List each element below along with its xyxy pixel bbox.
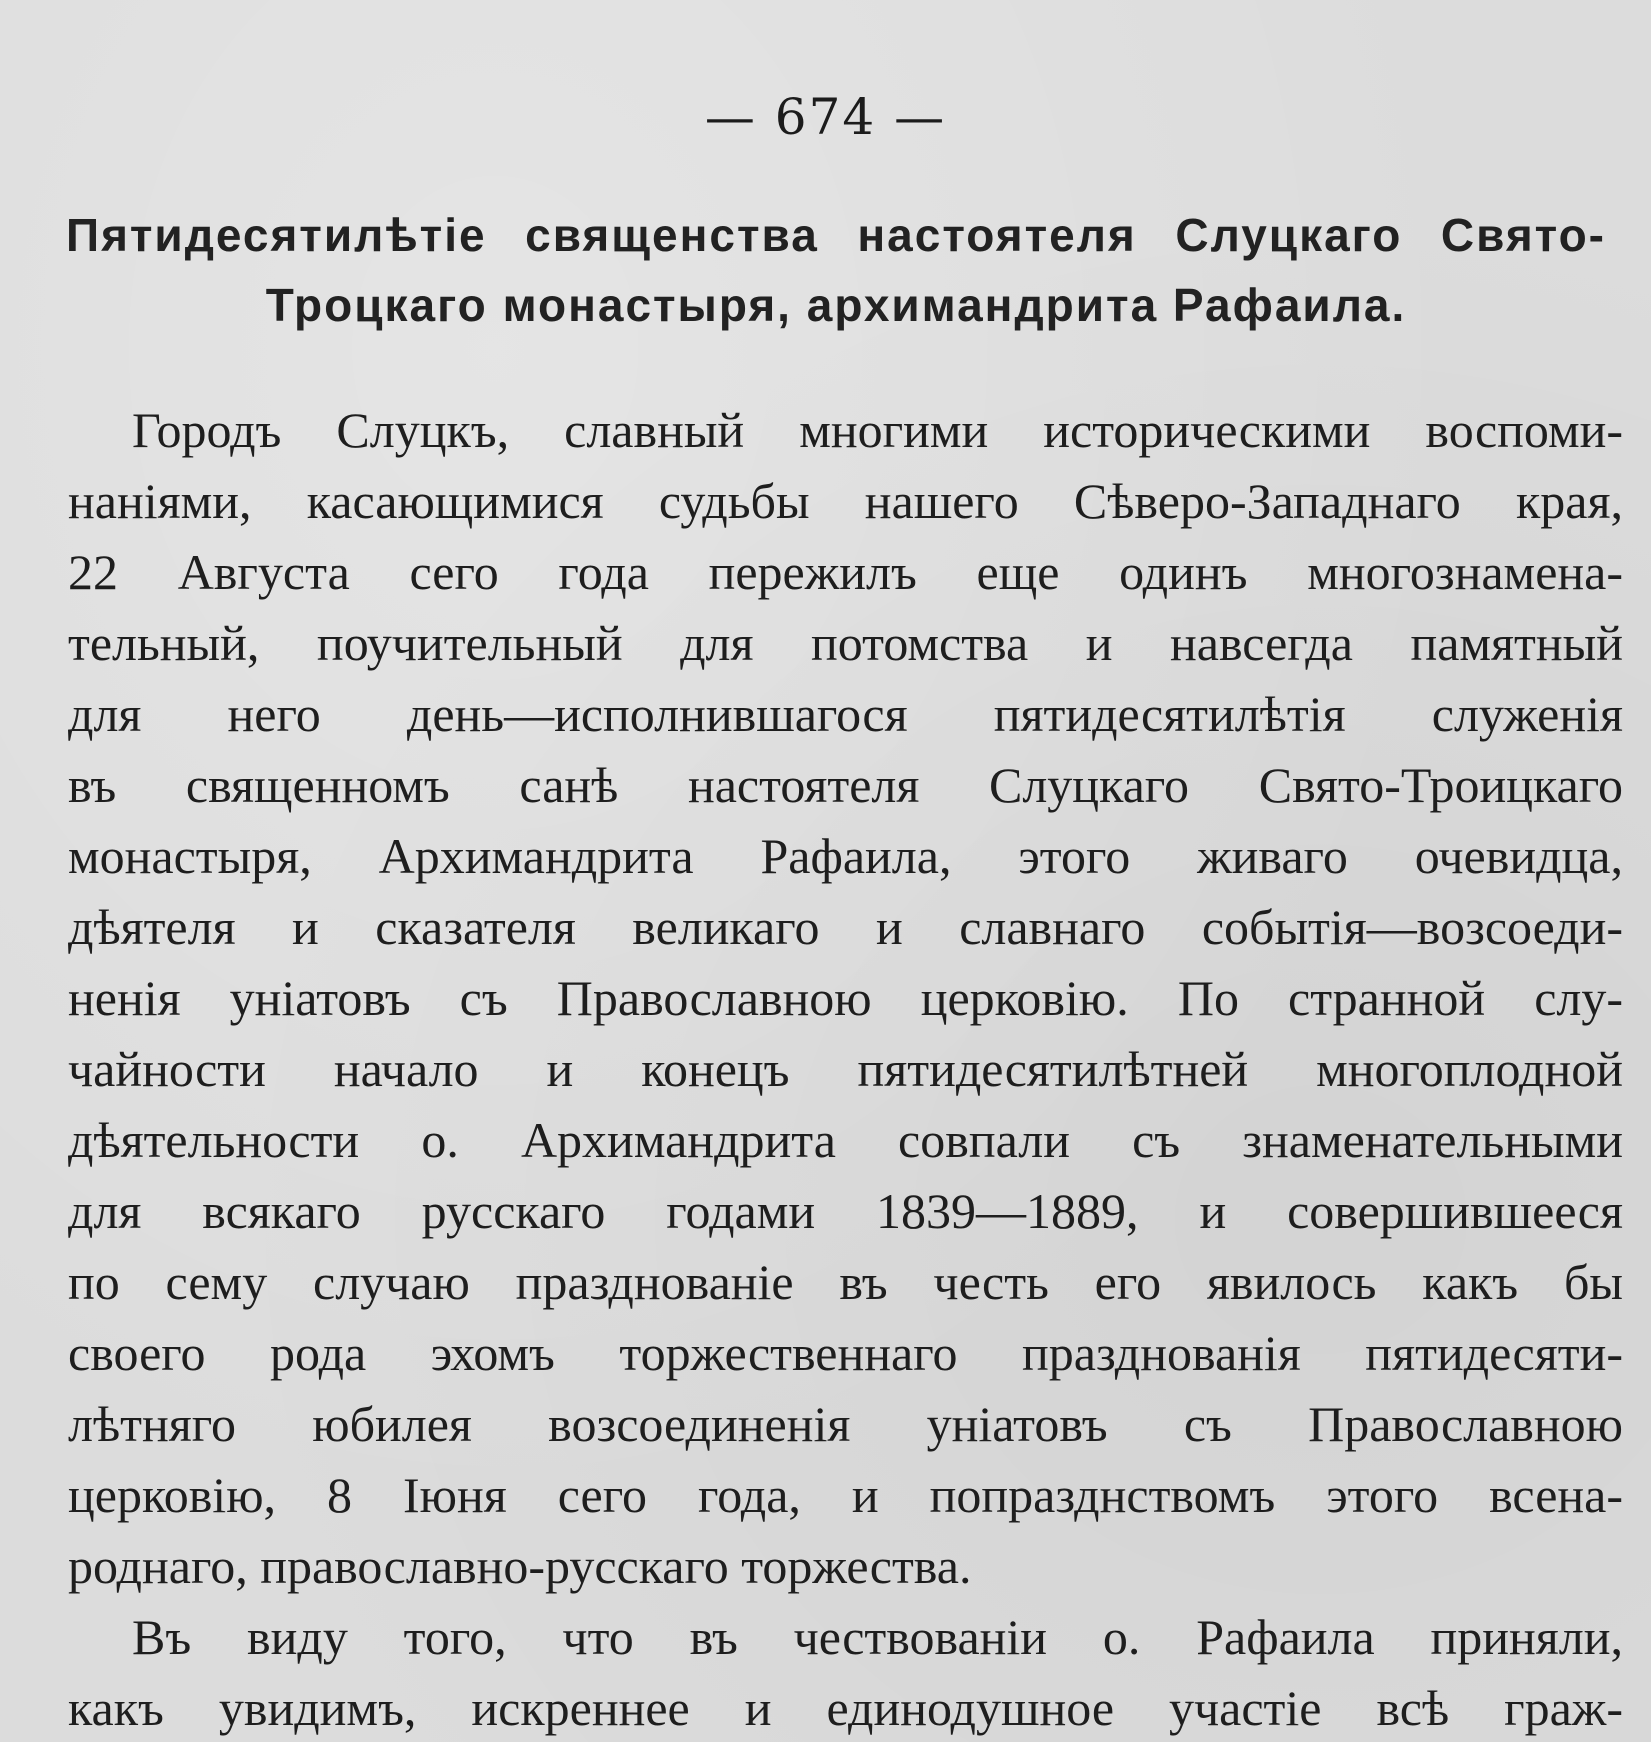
text-line: чайности начало и конецъ пятидесятилѣтней многоплодной	[68, 1041, 1623, 1097]
text-line: для всякаго русскаго годами 1839—1889, и совершившееся	[68, 1183, 1623, 1239]
text-line: для него день—исполнившагося пятидесятилѣтія служенія	[68, 686, 1623, 742]
text-line: дѣятеля и сказателя великаго и славнаго событія—возсоеди-	[68, 899, 1623, 955]
page-number: — 674 —	[704, 88, 947, 146]
text-line: тельный, поучительный для потомства и навсегда памятный	[68, 615, 1623, 671]
article-heading	[66, 200, 1606, 340]
text-line: роднаго, православно-русскаго торжества.	[68, 1538, 972, 1594]
heading-line: Троцкаго монастыря, архимандрита Рафаила.	[265, 279, 1407, 331]
text-line: въ священномъ санѣ настоятеля Слуцкаго Свято-Троицкаго	[68, 757, 1623, 813]
text-line: церковію, 8 Іюня сего года, и попразднствомъ этого всена-	[68, 1467, 1623, 1523]
text-line: ненія уніатовъ съ Православною церковію. По странной слу-	[68, 970, 1623, 1026]
heading-line: Пятидесятилѣтіе священства настоятеля Слуцкаго Свято-	[66, 209, 1606, 261]
text-line: лѣтняго юбилея возсоединенія уніатовъ съ Православною	[68, 1396, 1623, 1452]
text-line: какъ увидимъ, искреннее и единодушное участіе всѣ граж-	[68, 1680, 1623, 1736]
text-line: Въ виду того, что въ чествованіи о. Рафаила приняли,	[132, 1609, 1623, 1665]
text-line: дѣятельности о. Архимандрита совпали съ знаменательными	[68, 1112, 1623, 1168]
paragraph-2	[68, 1602, 1623, 1742]
text-line: 22 Августа сего года пережилъ еще одинъ многознамена-	[68, 544, 1623, 600]
text-line: Городъ Слуцкъ, славный многими историческими воспоми-	[132, 402, 1623, 458]
text-line: своего рода эхомъ торжественнаго празднованія пятидесяти-	[68, 1325, 1623, 1381]
article-body	[68, 395, 1623, 1742]
text-line: наніями, касающимися судьбы нашего Сѣверо-Западнаго края,	[68, 473, 1623, 529]
text-line: монастыря, Архимандрита Рафаила, этого живаго очевидца,	[68, 828, 1623, 884]
text-line: по сему случаю празднованіе въ честь его явилось какъ бы	[68, 1254, 1623, 1310]
paragraph-1	[68, 395, 1623, 1602]
